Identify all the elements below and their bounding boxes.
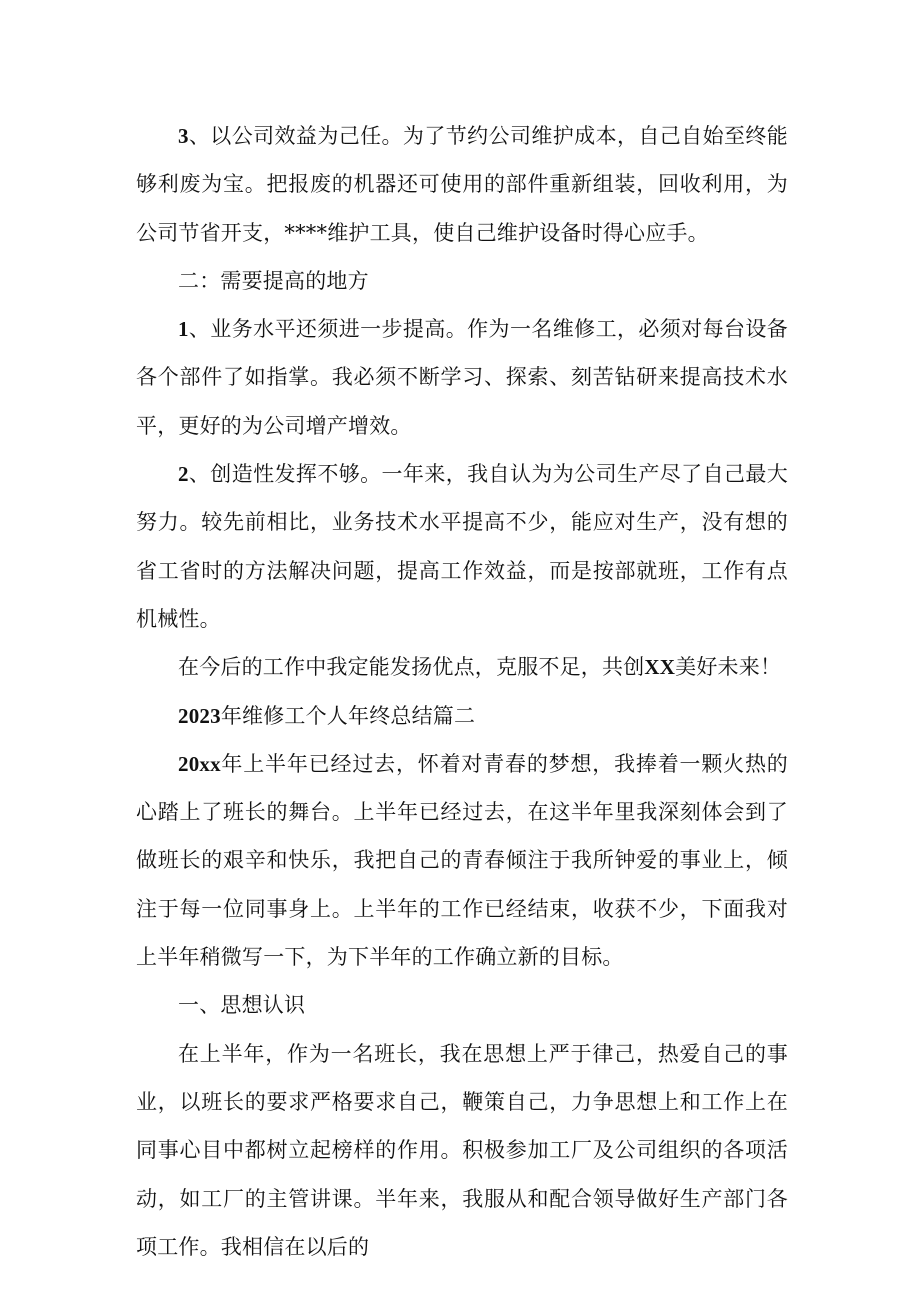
closing-text-bold: XX [644,655,676,680]
paragraph-closing [136,643,788,691]
title-year: 2023 [178,703,221,728]
paragraph-half-year-intro [136,740,788,981]
intro-year: 20xx [178,751,221,776]
paragraph-cost-saving [136,112,788,257]
paragraph-text: 、业务水平还须进一步提高。作为一名维修工，必须对每台设备各个部件了如指掌。我必须不断学习、探索、刻苦钻研来提高技术水平，更好的为公司增产增效。 [136,317,788,438]
section-heading-improvements: 二：需要提高的地方 [178,268,369,293]
item-number: 1 [178,317,189,342]
section-heading-thoughts: 一、思想认识 [178,993,306,1018]
article-title-part-two [136,692,788,740]
paragraph-thoughts: 在上半年，作为一名班长，我在思想上严于律己，热爱自己的事业，以班长的要求严格要求自己，鞭策自己，力争思想上和工作上在同事心目中都树立起榜样的作用。积极参加工厂及公司组织的各项活动，如工厂的主管讲课。半年来，我服从和配合领导做好生产部门各项工作。我相信在以后的 [136,1041,788,1259]
paragraph-text: 、创造性发挥不够。一年来，我自认为为公司生产尽了自己最大努力。较先前相比，业务技术水平提高不少，能应对生产，没有想的省工省时的方法解决问题，提高工作效益，而是按部就班，工作有点机械性。 [136,462,788,631]
closing-text-before: 在今后的工作中我定能发扬优点，克服不足，共创 [178,655,645,680]
paragraph-text: 年上半年已经过去，怀着对青春的梦想，我捧着一颗火热的心踏上了班长的舞台。上半年已经过去，在这半年里我深刻体会到了做班长的艰辛和快乐，我把自己的青春倾注于我所钟爱的事业上，倾注于每一位同事身上。上半年的工作已经结束，收获不少，下面我对上半年稍微写一下，为下半年的工作确立新的目标。 [136,751,788,970]
paragraph-text: 、以公司效益为己任。为了节约公司维护成本，自己自始至终能够利废为宝。把报废的机器还可使用的部件重新组装，回收利用，为公司节省开支，****维护工具，使自己维护设备时得心应手。 [136,124,788,245]
item-number: 2 [178,462,189,487]
closing-text-after: 美好未来！ [675,655,782,680]
paragraph-skill-level [136,305,788,450]
paragraph-creativity [136,450,788,643]
item-number: 3 [178,124,189,148]
title-text: 年维修工个人年终总结篇二 [220,703,476,728]
